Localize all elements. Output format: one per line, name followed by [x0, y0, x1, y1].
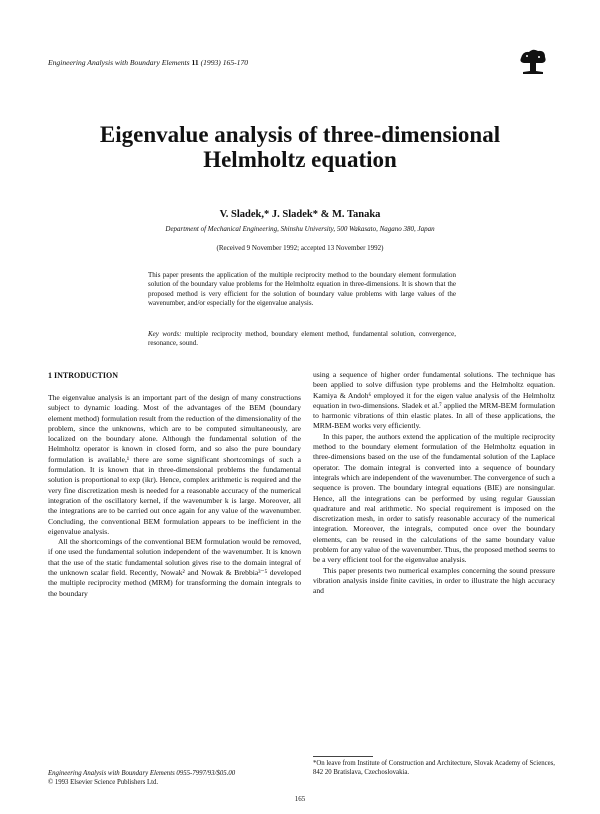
- footnote-copyright-line: © 1993 Elsevier Science Publishers Ltd.: [48, 779, 159, 786]
- keywords-label: Key words:: [148, 330, 182, 338]
- section-heading: 1 INTRODUCTION: [48, 371, 119, 380]
- journal-volume: 11: [191, 58, 199, 67]
- publisher-tree-logo: [518, 48, 548, 74]
- paragraph: All the shortcomings of the conventional BEM formulation would be removed, if one used the fundamental solution independent of the wavenumber. It is known that the use of the static fundamental solution gives rise to the domain integral of the unknown scalar field. Recently, Nowak² and Nowak & Brebbia³⁻⁵ developed the multiple reciprocity method (MRM) for transforming the domain integrals to the boundary: [48, 537, 301, 598]
- paragraph: The eigenvalue analysis is an important part of the design of many constructions subject to dynamic loading. Most of the advantages of the BEM (boundary element method) formulation result from the reduction of the dimensionality of the problem, since the unknowns, which are to be computed simultaneously, are localized on the boundary alone. Although the fundamental solution of the Helmholtz operator is known in closed form, and so also the pure boundary formulation is available,¹ there are some significant shortcomings of such a formulation. It is known that in three-dimensional problems the fundamental solution is proportional to exp (ikr). Hence, complex arithmetic is required and the very fine discretization mesh is needed for a reasonable accuracy of the numerical integration of the oscillatory kernel, if the wavenumber k is large. Moreover, all the integrations are to be carried out once again for any value of the wavenumber. Concluding, the conventional BEM formulation appears to be inefficient in the eigenvalue analysis.: [48, 393, 301, 536]
- page-number: 165: [294, 795, 306, 803]
- title-line-1: Eigenvalue analysis of three-dimensional: [99, 122, 501, 147]
- author-footnote: *On leave from Institute of Construction and Architecture, Slovak Academy of Sciences, 842 20 Bratislava, Czechoslovakia.: [313, 760, 555, 776]
- paragraph: In this paper, the authors extend the application of the multiple reciprocity method to the boundary element formulation of the Helmholtz equation in three-dimensions based on the use of the fundamental solution of the Laplace operator. The domain integral is converted into a sequence of boundary integrals which are independent of the wavenumber. The convergence of such a sequence is proven. The boundary integral equations (BIE) are nonsingular. Hence, all the integrations can be performed by using regular Gaussian quadrature and real arithmetic. No special requirement is imposed on the discretization mesh, in order to satisfy reasonable accuracy of the numerical integration. Moreover, the integrals, computed once over the boundary elements, can be reused in the calculations of the same boundary value problem for any value of the wavenumber. Thus, the proposed method seems to be a very efficient tool for the eigenvalue analysis.: [313, 431, 555, 565]
- journal-name: Engineering Analysis with Boundary Elements: [48, 58, 190, 67]
- paragraph: using a sequence of higher order fundamental solutions. The technique has been applied to solve diffusion type problems and the Helmholtz equation. Kamiya & Andoh⁶ employed it for the eigen value analysis of the Helmholtz equation in two-dimensions. Sladek et al.⁷ applied the MRM-BEM formulation to harmonic vibrations of thin elastic plates. In all of these applications, the MRM-BEM works very efficiently.: [313, 370, 555, 431]
- copyright-footnote: [48, 769, 308, 787]
- keywords-list: multiple reciprocity method, boundary element method, fundamental solution, convergence, resonance, sound.: [148, 330, 456, 348]
- footnote-journal-line: Engineering Analysis with Boundary Elements 0955-7997/93/$05.00: [48, 770, 236, 777]
- right-column: [313, 370, 555, 597]
- paragraph: This paper presents two numerical examples concerning the sound pressure vibration analysis inside finite cavities, in order to illustrate the high accuracy and: [313, 565, 555, 596]
- footnote-divider: [313, 756, 373, 757]
- authors: V. Sladek,* J. Sladek* & M. Tanaka: [219, 209, 381, 220]
- paper-title: [0, 122, 600, 172]
- journal-year-pages: (1993) 165-170: [200, 58, 249, 67]
- left-column: [48, 393, 301, 599]
- journal-header: [48, 58, 248, 67]
- affiliation: Department of Mechanical Engineering, Shinshu University, 500 Wakasato, Nagano 380, Japan: [165, 225, 435, 233]
- title-line-2: Helmholtz equation: [203, 147, 397, 172]
- received-dates: (Received 9 November 1992; accepted 13 November 1992): [216, 244, 384, 252]
- abstract: This paper presents the application of the multiple reciprocity method to the boundary element formulation solution of the boundary value problems for the Helmholtz equation in three-dimensions. It is shown that the proposed method is very efficient for the solution of boundary value problems with large values of the wavenumber, and/or especially for the eigenvalue analysis.: [148, 271, 456, 308]
- keywords: [148, 330, 456, 349]
